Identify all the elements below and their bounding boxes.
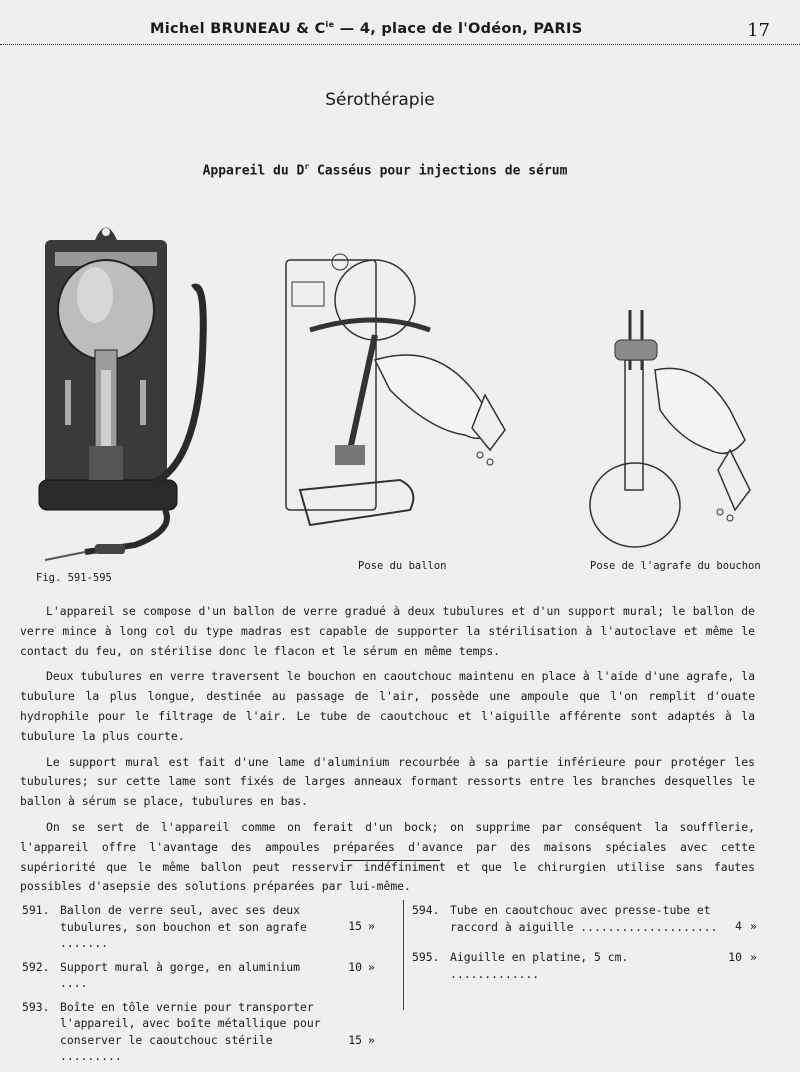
item-unit: » [368,959,375,974]
catalog-item [412,949,772,982]
apparatus-title-post: Casséus pour injections de sérum [309,163,568,179]
balloon-placement-illustration [280,240,520,560]
item-description: Support mural à gorge, en aluminium .... [60,959,301,990]
apparatus-title [0,162,770,178]
item-unit: » [750,919,757,933]
item-number: 595. [412,950,440,964]
balloon-caption: Pose du ballon [358,560,447,572]
item-unit: » [368,1032,375,1047]
figure-number-label: Fig. 591-595 [36,572,112,584]
item-description: Aiguille en platine, 5 cm. ............. [450,950,629,981]
maker-name: Michel BRUNEAU & C [150,20,326,37]
item-price: 15 [348,919,362,933]
paragraph: Deux tubulures en verre traversent le bouchon en caoutchouc maintenu en place à l'aide d'une agrafe, la tubulure la plus longue, destinée au passage de l'air, possède une ampoule que l'on remplit d'ouate hydrophile pour le filtrage de l'air. Le tube de caoutchouc et l'aiguille afférente sont adaptés à la tubulure la plus courte. [20,669,755,743]
section-divider [343,860,440,861]
paragraph: L'appareil se compose d'un ballon de verre gradué à deux tubulures et d'un support mural; le ballon de verre mince à long col du type madras est capable de supporter la stérilisation à l'autoclave et même le contact du feu, on stérilise donc le flacon et le sérum en même temps. [20,604,755,658]
maker-line [150,20,582,37]
page-number: 17 [747,20,770,41]
catalog-item [22,902,382,952]
maker-sup: ie [325,20,335,29]
catalog-item [22,959,382,992]
catalog-item [22,999,382,1065]
paragraph: Le support mural est fait d'une lame d'aluminium recourbée à sa partie inférieure pour protéger les tubulures; sur cette lame sont fixés de larges anneaux formant ressorts entre les branches desquelles le ballon à sérum se place, tubulures en bas. [20,754,755,809]
stopper-clip-illustration [570,300,770,560]
item-description: Ballon de verre seul, avec ses deux tubulures, son bouchon et son agrafe ....... [60,903,307,950]
item-price: 10 [728,950,742,964]
paragraph: On se sert de l'appareil comme on ferait d'un bock; on supprime par conséquent la soufflerie, l'appareil offre l'avantage des ampoules préparées d'avance par des maisons spéciales avec cette supériorité que le même ballon peut resservir indéfiniment et que le chirurgien utilise sans fautes possibles d'asepsie des solutions préparées par lui-même. [20,819,755,894]
page-header [0,18,800,45]
apparatus-title-sup: r [304,162,310,171]
item-number: 592. [22,959,50,974]
item-price: 15 [348,1032,362,1047]
section-title: Sérothérapie [325,90,435,110]
item-number: 593. [22,999,50,1014]
item-unit: » [750,950,757,964]
maker-address: — 4, place de l'Odéon, PARIS [334,20,583,37]
item-price: 10 [348,959,362,974]
column-divider [403,900,404,1010]
description-text [20,602,755,903]
clip-caption: Pose de l'agrafe du bouchon [590,560,761,572]
catalog-left [22,902,382,1072]
catalog-right [412,902,772,989]
catalog-item [412,902,772,935]
item-number: 594. [412,903,440,917]
item-unit: » [368,919,375,933]
item-price: 4 [735,919,742,933]
item-description: Tube en caoutchouc avec presse-tube et raccord à aiguille .................... [450,903,718,934]
item-description: Boîte en tôle vernie pour transporter l'appareil, avec boîte métallique pour conserver le caoutchouc stérile ......... [60,999,321,1063]
item-number: 591. [22,903,50,917]
wall-support-illustration [25,210,225,570]
apparatus-title-pre: Appareil du D [202,163,305,179]
